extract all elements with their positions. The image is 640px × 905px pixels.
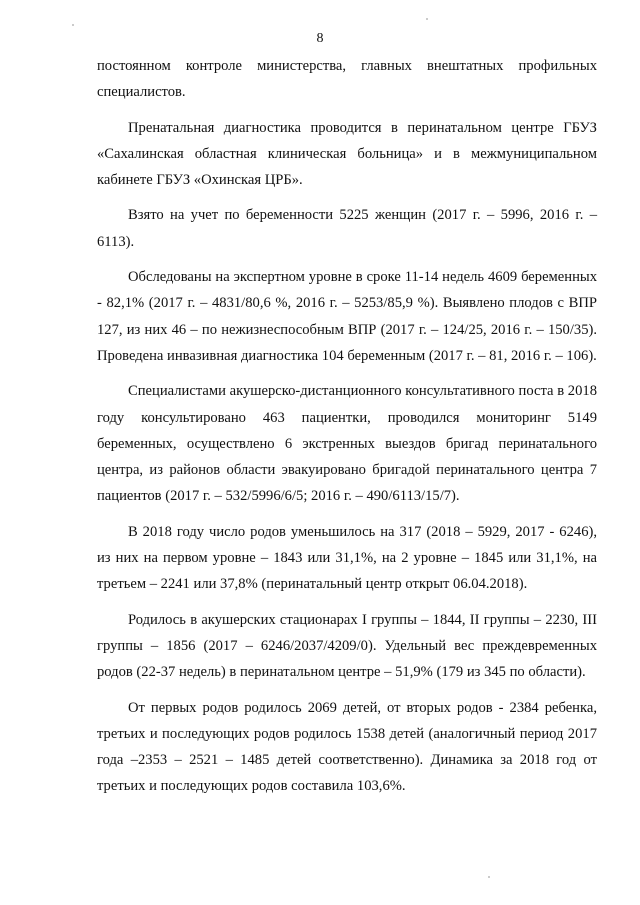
- paragraph-2: Пренатальная диагностика проводится в перинатальном центре ГБУЗ «Сахалинская областная клиническая больница» и в межмуниципальном кабинете ГБУЗ «Охинская ЦРБ».: [97, 119, 597, 189]
- paragraph-1: постоянном контроле министерства, главных внештатных профильных специалистов.: [97, 58, 597, 101]
- paragraph-8: От первых родов родилось 2069 детей, от вторых родов - 2384 ребенка, третьих и последующих родов родилось 1538 детей (аналогичный период 2017 года –2353 – 2521 – 1485 детей соответственно). Динамика за 2018 год от третьих и последующих родов составила 103,6%.: [97, 699, 597, 795]
- scan-speck: [426, 18, 428, 20]
- paragraph-3: Взято на учет по беременности 5225 женщин (2017 г. – 5996, 2016 г. – 6113).: [97, 207, 597, 250]
- scan-speck: [488, 876, 490, 878]
- scan-speck: [72, 24, 74, 26]
- paragraph-5: Специалистами акушерско-дистанционного консультативного поста в 2018 году консультировано 463 пациентки, проводился мониторинг 5149 беременных, осуществлено 6 экстренных выездов бригад перинатального центра, из районов области эвакуировано бригадой перинатального центра 7 пациентов (2017 г. – 532/5996/6/5; 2016 г. – 490/6113/15/7).: [97, 383, 597, 505]
- paragraph-7: Родилось в акушерских стационарах I группы – 1844, II группы – 2230, III группы – 1856 (2017 – 6246/2037/4209/0). Удельный вес преждевременных родов (22-37 недель) в перинатальном центре – 51,9% (179 из 345 по области).: [97, 611, 597, 681]
- document-body: [97, 53, 597, 800]
- paragraph-6: В 2018 году число родов уменьшилось на 317 (2018 – 5929, 2017 - 6246), из них на первом уровне – 1843 или 31,1%, на 2 уровне – 1845 или 31,1%, на третьем – 2241 или 37,8% (перинатальный центр открыт 06.04.2018).: [97, 523, 597, 593]
- paragraph-4: Обследованы на экспертном уровне в сроке 11-14 недель 4609 беременных - 82,1% (2017 г. – 4831/80,6 %, 2016 г. – 5253/85,9 %). Выявлено плодов с ВПР 127, из них 46 – по нежизнеспособным ВПР (2017 г. – 124/25, 2016 г. – 150/35). Проведена инвазивная диагностика 104 беременным (2017 г. – 81, 2016 г. – 106).: [97, 269, 597, 364]
- page-number: 8: [316, 31, 324, 46]
